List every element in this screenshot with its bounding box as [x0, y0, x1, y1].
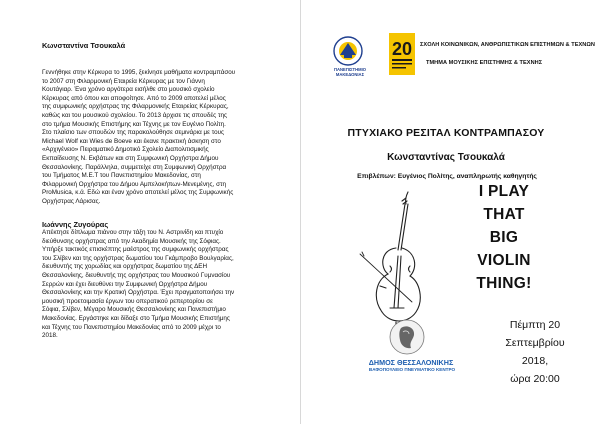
bio2-line: Θεσσαλονίκης, διευθυντής της ορχήστρας του Μουσικού Γυμνασίου — [42, 271, 231, 279]
bio1-line: Ορχήστρας Λάρισας. — [42, 197, 101, 205]
concert-title: ΠΤΥΧΙΑΚΟ ΡΕΣΙΤΑΛ ΚΟΝΤΡΑΜΠΑΣΟΥ — [347, 127, 545, 139]
bio1-line: ProMusica, κ.ά. Εδώ και έναν χρόνο αποτελεί μέλος της Συμφωνικής — [42, 189, 234, 197]
svg-text:ΠΑΝΕΠΙΣΤΗΜΙΟ: ΠΑΝΕΠΙΣΤΗΜΙΟ — [333, 67, 367, 72]
bio2-line: Μακεδονίας. Εργάστηκε και δίδαξε στο Τμήμα Μουσικής Επιστήμης — [42, 314, 230, 322]
bio1-line: Κέρκυρας από όπου και αποφοίτησε. Από το 2009 αποτελεί μέλος — [42, 94, 226, 102]
svg-text:ΜΑΚΕΔΟΝΙΑΣ: ΜΑΚΕΔΟΝΙΑΣ — [335, 72, 365, 77]
bio1-line: Εκπαίδευσης Ν. Εκβάτων και στη Συμφωνική Ορχήστρα Δήμου — [42, 154, 219, 162]
bio2-line: Υπήρξε τακτικός επισκέπτης μαέστρος της συμφωνικής ορχήστρας — [42, 246, 229, 254]
bio2-name: Ιωάννης Ζυγούρας — [42, 220, 109, 229]
bio2-line: Απέκτησε δίπλωμα πιάνου στην τάξη του Ν. Αστρινίδη και πτυχίο — [42, 229, 224, 236]
bio2-line: του Σλίβεν και της ορχήστρας δωματίου του Γκάμπροβο Βουλγαρίας, — [42, 254, 234, 262]
bio2-text — [42, 229, 264, 341]
bio1-line: το 2007 στη Φιλαρμονική Εταιρεία Κέρκυρας με τον Γιάννη — [42, 77, 205, 85]
bio1-line: Στο πλαίσιο των σπουδών της παρακολούθησε σεμινάρια με τους — [42, 129, 225, 137]
sponsor-name: ΔΗΜΟΣ ΘΕΣΣΑΛΟΝΙΚΗΣ — [368, 358, 454, 367]
slogan-line-3: BIG — [489, 229, 519, 246]
anniversary-badge — [389, 33, 415, 80]
bio1-line: Γεννήθηκε στην Κέρκυρα το 1995, ξεκίνησε μαθήματα κοντραμπάσου — [42, 69, 236, 76]
performer-name: Κωνσταντίνας Τσουκαλά — [387, 152, 505, 163]
bio2-line: Θεσσαλονίκης και την Κρατική Ορχήστρα. Έχει πραγματοποιήσει την — [42, 289, 235, 297]
bio1-line: του Τμήματος Μ.Ε.Τ του Πανεπιστημίου Μακεδονίας, στη — [42, 172, 201, 180]
bio1-line: Michael Wolf και Wies de Boeve και έκανε πρακτική άσκηση στο — [42, 137, 221, 145]
anniversary-number: 20 — [391, 39, 413, 59]
double-bass-illustration — [350, 190, 440, 335]
sponsor-subtitle: ΒΑΦΟΠΟΥΛΕΙΟ ΠΝΕΥΜΑΤΙΚΟ ΚΕΝΤΡΟ — [368, 367, 456, 372]
bio1-line: στο τμήμα Μουσικής Επιστήμης και Τέχνης με τον Ευγένιο Πολίτη. — [42, 120, 226, 128]
date-line-2: Σεπτεμβρίου — [505, 337, 565, 349]
slogan-line-1: I PLAY — [478, 183, 530, 200]
bio1-line: της συμφωνικής ορχήστρας της Φιλαρμονικής Εταιρείας Κέρκυρας, — [42, 103, 229, 111]
sponsor-logo — [389, 318, 425, 361]
bio1-text — [42, 69, 264, 207]
slogan-line-2: THAT — [483, 206, 525, 223]
bio1-line: Φιλαρμονική Ορχήστρα του Δήμου Αμπελοκήπων-Μενεμένης, στη — [42, 180, 226, 188]
date-line-1: Πέμπτη 20 — [509, 319, 561, 331]
school-name: ΣΧΟΛΗ ΚΟΙΝΩΝΙΚΩΝ, ΑΝΘΡΩΠΙΣΤΙΚΩΝ ΕΠΙΣΤΗΜΩΝ & ΤΕΧΝΩΝ — [420, 42, 595, 48]
bio2-line: διευθυντής της χορωδίας και ορχήστρας δωματίου της ΔΕΗ — [42, 263, 208, 271]
date-line-4: ώρα 20:00 — [510, 373, 560, 385]
university-logo — [322, 34, 378, 83]
bio2-line: Σερρών και έχει διευθύνει την Συμφωνική Ορχήστρα Δήμου — [42, 280, 208, 288]
bio1-name: Κωνσταντίνα Τσουκαλά — [42, 41, 126, 50]
bio2-line: 2018. — [42, 332, 58, 340]
bio1-line: καθώς και του μουσικού σχολείου. Το 2013 άρχισε τις σπουδές της — [42, 111, 227, 119]
date-line-3: 2018, — [521, 355, 549, 367]
bio2-line: μουσική προετοιμασία έργων του οπερατικού ρεπερτορίου σε — [42, 297, 213, 305]
bio1-line: «Αρχιγένειο» Πειραματικό Δημοτικό Σχολείο Διαπολιτισμικής — [42, 146, 209, 154]
supervisor-line: Επιβλέπων: Ευγένιος Πολίτης, αναπληρωτής καθηγητής — [357, 173, 537, 180]
bio2-line: και Τέχνης του Πανεπιστημίου Μακεδονίας από το 2009 μέχρι το — [42, 323, 221, 331]
department-name: ΤΜΗΜΑ ΜΟΥΣΙΚΗΣ ΕΠΙΣΤΗΜΗΣ & ΤΕΧΝΗΣ — [426, 60, 543, 66]
slogan-line-5: THING! — [476, 275, 532, 292]
bio2-line: διεύθυνσης ορχήστρας από την Ακαδημία Μουσικής της Σόφιας. — [42, 237, 221, 245]
slogan-line-4: VIOLIN — [477, 252, 531, 269]
bio1-line: Θεσσαλονίκης. Παράλληλα, συμμετείχε στη Συμφωνική Ορχήστρα — [42, 163, 227, 171]
bio1-line: Κουτάγιαρ. Ένα χρόνο αργότερα εισήλθε στο μουσικό σχολείο — [42, 86, 215, 94]
bio2-line: Σόφια, Σλίβεν, Μέγαρο Μουσικής Θεσσαλονίκης και Πανεπιστήμιο — [42, 306, 226, 314]
